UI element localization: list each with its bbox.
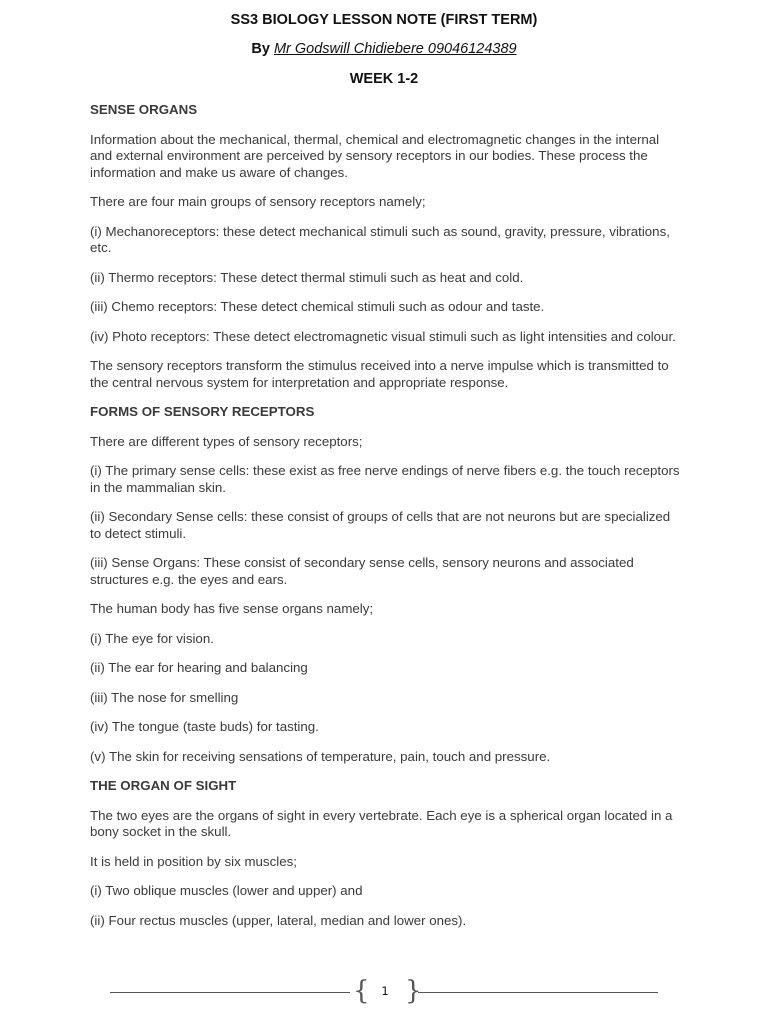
- body-paragraph: There are different types of sensory receptors;: [90, 433, 363, 449]
- body-paragraph: (i) Mechanoreceptors: these detect mechanical stimuli such as sound, gravity, pressure, vibrations, etc.: [90, 223, 670, 255]
- section-heading: FORMS OF SENSORY RECEPTORS: [90, 404, 315, 419]
- document-title: SS3 BIOLOGY LESSON NOTE (FIRST TERM): [230, 12, 538, 28]
- body-paragraph: (iv) Photo receptors: These detect electromagnetic visual stimuli such as light intensities and colour.: [90, 328, 676, 344]
- body-paragraph: (iv) The tongue (taste buds) for tasting.: [90, 719, 319, 734]
- footer-rule-right: [418, 992, 658, 993]
- right-brace-icon: }: [405, 976, 422, 1006]
- body-paragraph: The human body has five sense organs namely;: [90, 601, 374, 616]
- body-paragraph: (i) The primary sense cells: these exist as free nerve endings of nerve fibers e.g. the touch receptors in the mammalian skin.: [90, 463, 680, 495]
- body-paragraph: (iii) Sense Organs: These consist of secondary sense cells, sensory neurons and associated structures e.g. the eyes and ears.: [90, 555, 634, 587]
- body-paragraph: (i) Two oblique muscles (lower and upper) and: [90, 883, 363, 898]
- body-paragraph: The sensory receptors transform the stimulus received into a nerve impulse which is transmitted to the central nervous system for interpretation and appropriate response.: [90, 358, 669, 390]
- week-label: WEEK 1-2: [349, 71, 419, 87]
- body-paragraph: (i) The eye for vision.: [90, 630, 214, 646]
- body-paragraph: (ii) Thermo receptors: These detect thermal stimuli such as heat and cold.: [90, 269, 524, 285]
- body-paragraph: (ii) The ear for hearing and balancing: [90, 660, 308, 675]
- page-footer: [110, 978, 658, 1006]
- author-line: [0, 41, 768, 57]
- body-paragraph: The two eyes are the organs of sight in every vertebrate. Each eye is a spherical organ located in a bony socket in the skull.: [90, 807, 673, 839]
- footer-rule-left: [110, 992, 350, 993]
- body-paragraph: (iii) The nose for smelling: [90, 689, 239, 705]
- section-heading: SENSE ORGANS: [90, 102, 198, 117]
- body-paragraph: (v) The skin for receiving sensations of temperature, pain, touch and pressure.: [90, 748, 551, 764]
- page-number: 1: [381, 984, 389, 998]
- section-heading: THE ORGAN OF SIGHT: [90, 778, 237, 793]
- body-paragraph: There are four main groups of sensory receptors namely;: [90, 194, 426, 209]
- by-label: By: [251, 41, 270, 57]
- document-body: [90, 102, 682, 942]
- body-paragraph: It is held in position by six muscles;: [90, 853, 297, 869]
- author-name: Mr Godswill Chidiebere 09046124389: [273, 41, 517, 57]
- body-paragraph: (ii) Secondary Sense cells: these consist of groups of cells that are not neurons but are specialized to detect stimuli.: [90, 509, 671, 541]
- left-brace-icon: {: [353, 976, 370, 1006]
- body-paragraph: (iii) Chemo receptors: These detect chemical stimuli such as odour and taste.: [90, 299, 545, 314]
- body-paragraph: (ii) Four rectus muscles (upper, lateral, median and lower ones).: [90, 912, 467, 928]
- body-paragraph: Information about the mechanical, thermal, chemical and electromagnetic changes in the internal and external environment are perceived by sensory receptors in our bodies. These process the information and make us aware of changes.: [90, 131, 660, 180]
